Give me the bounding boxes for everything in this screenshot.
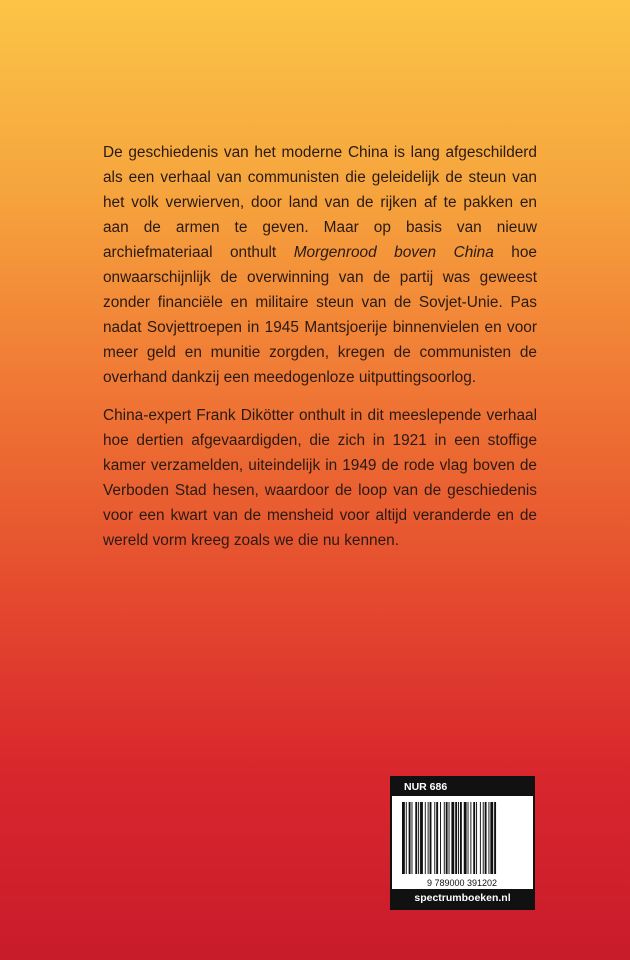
barcode-bar bbox=[458, 802, 459, 874]
isbn-barcode bbox=[398, 800, 527, 894]
barcode-bar bbox=[490, 802, 493, 874]
barcode-bar bbox=[464, 802, 467, 874]
barcode-bar bbox=[402, 802, 405, 874]
barcode-bar bbox=[468, 802, 469, 874]
barcode-bar bbox=[418, 802, 419, 874]
blurb-p1-text-end: hoe onwaarschijnlijk de overwinning van de partij was geweest zonder financiële en militaire steun van de Sovjet-Unie. Pas nadat Sovjettroepen in 1945 Mantsjoerije binnenvielen en voor meer geld en munitie zorgden, kregen de communisten de overhand dankzij een meedogenloze uitputtingsoorlog. bbox=[103, 244, 537, 386]
barcode-bar bbox=[488, 802, 489, 874]
blurb-text bbox=[103, 140, 537, 566]
barcode-bar bbox=[425, 802, 426, 874]
nur-label: NUR 686 bbox=[392, 778, 533, 796]
barcode-bar bbox=[473, 802, 475, 874]
blurb-paragraph-2: China-expert Frank Dikötter onthult in dit meeslepende verhaal hoe dertien afgevaardigden, die zich in 1921 in een stoffige kamer verzamelden, uiteindelijk in 1949 de rode vlag boven de Verboden Stad hesen, waardoor de loop van de geschiedenis voor een kwart van de mensheid voor altijd veranderde en de wereld vorm kreeg zoals we die nu kennen. bbox=[103, 407, 537, 549]
barcode-bar bbox=[434, 802, 435, 874]
isbn-digits: 9 789000 391202 bbox=[426, 878, 498, 888]
barcode-bar bbox=[428, 802, 429, 874]
barcode-bar bbox=[494, 802, 496, 874]
barcode-bar bbox=[476, 802, 477, 874]
barcode-bar bbox=[483, 802, 484, 874]
barcode-bar bbox=[440, 802, 441, 874]
book-title-italic: Morgenrood boven China bbox=[293, 244, 494, 261]
barcode-bar bbox=[409, 802, 411, 874]
barcode-bar bbox=[420, 802, 423, 874]
blurb-paragraph-1 bbox=[103, 140, 537, 390]
barcode-box bbox=[390, 776, 535, 910]
barcode-bar bbox=[470, 802, 471, 874]
barcode-bar bbox=[449, 802, 450, 874]
barcode-bar bbox=[444, 802, 445, 874]
barcode-bar bbox=[436, 802, 438, 874]
barcode-bar bbox=[485, 802, 487, 874]
barcode-bar bbox=[406, 802, 407, 874]
barcode-bar bbox=[480, 802, 481, 874]
barcode-bar bbox=[412, 802, 413, 874]
barcode-bar bbox=[455, 802, 457, 874]
barcode-bar bbox=[451, 802, 454, 874]
barcode-bar bbox=[415, 802, 417, 874]
blurb-p1-text-start: De geschiedenis van het moderne China is lang afgeschilderd als een verhaal van communisten die geleidelijk de steun van het volk verwierven, door land van de rijken af te pakken en aan de armen te geven. Maar op basis van nieuw archiefmateriaal onthult bbox=[103, 144, 537, 261]
website-label: spectrumboeken.nl bbox=[392, 889, 533, 908]
barcode-bar bbox=[430, 802, 432, 874]
barcode-bar bbox=[460, 802, 462, 874]
barcode-bar bbox=[446, 802, 448, 874]
